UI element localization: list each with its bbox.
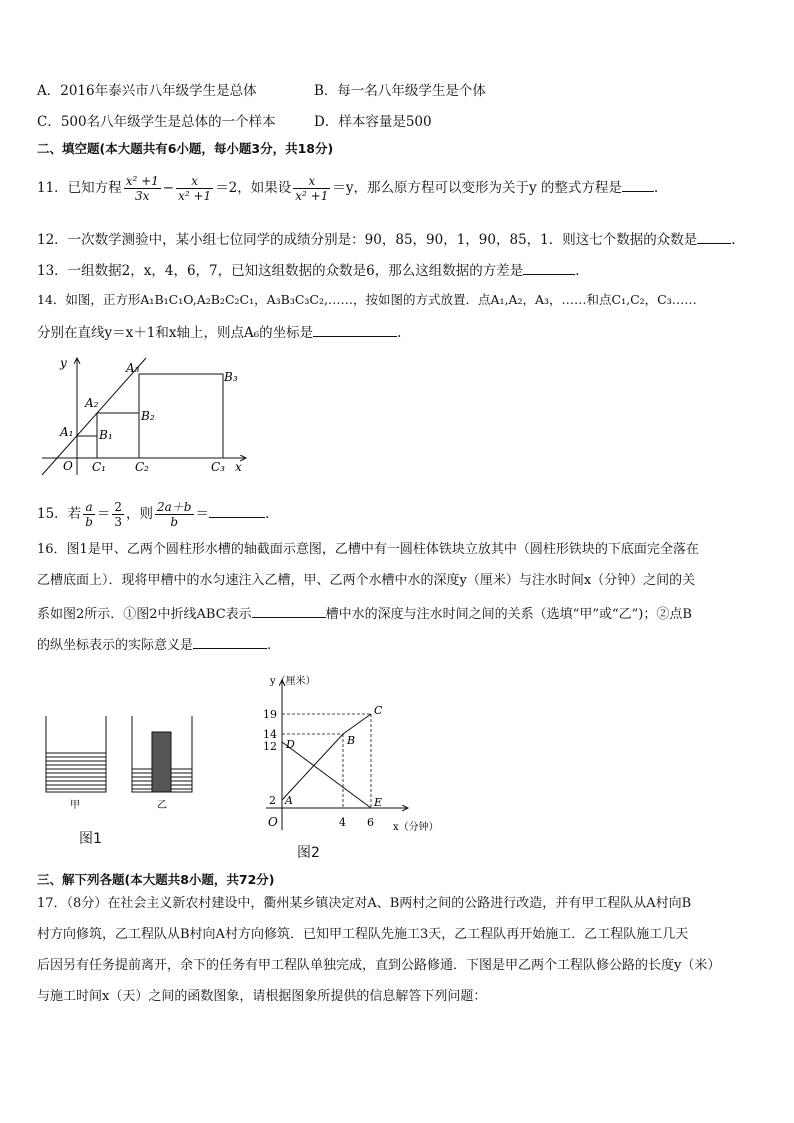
figure-1-tanks bbox=[40, 712, 210, 812]
fig2-line-abc bbox=[282, 714, 371, 800]
figure-1-caption: 图1 bbox=[79, 831, 102, 847]
q14-label-a3: A₃ bbox=[126, 361, 140, 375]
q14-label-a1: A₁ bbox=[60, 425, 74, 439]
fig2-x-axis-label: x（分钟） bbox=[393, 822, 439, 833]
section3-heading: 三、解下列各题(本大题共8小题，共72分) bbox=[37, 872, 275, 887]
q15-f1-numerator: a bbox=[83, 500, 95, 515]
fig2-point-c: C bbox=[374, 704, 383, 717]
q15-prefix: 15．若 bbox=[37, 506, 82, 522]
fig2-point-d: D bbox=[286, 738, 295, 751]
question-11 bbox=[37, 170, 658, 206]
section2-heading: 二、填空题(本大题共有6小题，每小题3分，共18分) bbox=[37, 141, 334, 156]
q11-f3-numerator: x bbox=[293, 174, 330, 189]
question-13 bbox=[37, 260, 580, 280]
q14-label-b2: B₂ bbox=[141, 409, 155, 423]
q11-fraction-1 bbox=[124, 174, 161, 203]
q11-end: . bbox=[653, 180, 659, 196]
q13-text: 13．一组数据2，x，4，6，7，已知这组数据的众数是6，那么这组数据的方差是 bbox=[37, 263, 524, 279]
question-17-line2: 村方向修筑，乙工程队从B村向A村方向修筑．已知甲工程队先施工3天，乙工程队再开始施工．乙工程队施工几天 bbox=[37, 927, 689, 942]
q14-label-y: y bbox=[60, 356, 67, 370]
q11-f2-numerator: x bbox=[176, 174, 213, 189]
tank-yi-label: 乙 bbox=[157, 800, 167, 811]
q15-fraction-2 bbox=[112, 500, 124, 529]
q11-f3-denominator: x² +1 bbox=[295, 189, 329, 203]
q15-f3-denominator: b bbox=[170, 515, 179, 529]
q14-square-1 bbox=[77, 436, 97, 458]
question-16-line3 bbox=[37, 603, 692, 624]
q15-answer-blank[interactable] bbox=[209, 503, 265, 518]
fig2-point-b: B bbox=[347, 734, 356, 747]
tank-yi bbox=[132, 716, 192, 792]
q12-end: . bbox=[731, 232, 736, 248]
q14-line-y-eq-x-plus-1 bbox=[42, 358, 146, 475]
q11-f1-numerator: x² +1 bbox=[125, 174, 159, 188]
question-16-line2: 乙槽底面上）．现将甲槽中的水匀速注入乙槽，甲、乙两个水槽中水的深度y（厘米）与注水时间x（分钟）之间的关 bbox=[37, 573, 696, 588]
q16-line3b: 槽中水的深度与注水时间之间的关系（选填“甲”或“乙”)；②点B bbox=[325, 607, 692, 622]
q14-figure bbox=[34, 350, 254, 480]
fig2-origin: O bbox=[268, 815, 278, 829]
question-16-line4 bbox=[37, 634, 271, 655]
option-a: A．2016年泰兴市八年级学生是总体 bbox=[37, 83, 257, 99]
q11-prefix: 11．已知方程 bbox=[37, 180, 122, 196]
fig2-guides bbox=[282, 714, 371, 808]
q14-label-c3: C₃ bbox=[211, 460, 225, 474]
q16-line4-text: 的纵坐标表示的实际意义是 bbox=[37, 638, 194, 653]
q11-mid: ＝2，如果设 bbox=[215, 180, 292, 196]
fig2-y-tick-14: 14 bbox=[263, 728, 277, 741]
question-17-line3: 后因另有任务提前离开，余下的任务有甲工程队单独完成，直到公路修通．下图是甲乙两个工程队修公路的长度y（米） bbox=[37, 958, 721, 973]
option-b: B．每一名八年级学生是个体 bbox=[314, 83, 486, 99]
question-17-line1: 17．（8分）在社会主义新农村建设中，衢州某乡镇决定对A、B两村之间的公路进行改造，并有甲工程队从A村向B bbox=[37, 896, 692, 911]
q14-label-c1: C₁ bbox=[92, 460, 106, 474]
question-14-line1: 14．如图，正方形A₁B₁C₁O,A₂B₂C₂C₁，A₃B₃C₃C₂,……，按如图的方式放置．点A₁,A₂，A₃，……和点C₁,C₂，C₃…… bbox=[37, 292, 697, 307]
q14-label-o: O bbox=[63, 459, 73, 473]
fig2-point-a: A bbox=[285, 794, 293, 807]
tank-jia-label: 甲 bbox=[70, 800, 80, 811]
fig2-y-tick-2: 2 bbox=[269, 794, 276, 807]
q14-label-b1: B₁ bbox=[99, 428, 113, 442]
q13-end: . bbox=[575, 263, 580, 279]
q15-fraction-1 bbox=[83, 500, 95, 529]
q11-f2-denominator: x² +1 bbox=[178, 189, 212, 203]
question-14-line2 bbox=[37, 322, 401, 342]
fig2-x-tick-4: 4 bbox=[339, 816, 346, 829]
q15-f1-denominator: b bbox=[85, 515, 93, 529]
q12-answer-blank[interactable] bbox=[697, 229, 731, 244]
question-16-line1: 16．图1是甲、乙两个圆柱形水槽的轴截面示意图，乙槽中有一圆柱体铁块立放其中（圆柱形铁块的下底面完全落在 bbox=[37, 542, 699, 557]
q12-text: 12．一次数学测验中，某小组七位同学的成绩分别是：90，85，90，1，90，85，1．则这七个数据的众数是 bbox=[37, 232, 698, 248]
q11-fraction-3 bbox=[293, 174, 330, 203]
option-d: D．样本容量是500 bbox=[314, 114, 432, 130]
option-c: C．500名八年级学生是总体的一个样本 bbox=[37, 114, 276, 130]
fig2-point-e: E bbox=[374, 796, 383, 809]
q16-answer-blank-1[interactable] bbox=[252, 603, 326, 618]
q16-line3a: 系如图2所示．①图2中折线ABC表示 bbox=[37, 607, 252, 622]
q14-line2-text: 分别在直线y＝x＋1和x轴上，则点A₆的坐标是 bbox=[37, 325, 314, 341]
fig2-x-tick-6: 6 bbox=[367, 816, 374, 829]
fig2-y-tick-12: 12 bbox=[263, 740, 277, 753]
q15-eq: ＝ bbox=[96, 506, 111, 522]
q14-label-b3: B₃ bbox=[224, 370, 238, 384]
q15-end: . bbox=[265, 506, 270, 522]
question-12 bbox=[37, 229, 736, 249]
q11-f1-denominator: 3x bbox=[135, 189, 150, 203]
figure-2-graph bbox=[258, 670, 458, 836]
q15-suffix: ＝ bbox=[195, 506, 209, 522]
q14-end: . bbox=[397, 325, 402, 341]
q15-mid: ，则 bbox=[126, 506, 154, 522]
q15-f2-denominator: 3 bbox=[114, 515, 123, 529]
fig2-y-axis-label: y（厘米） bbox=[270, 676, 316, 687]
q16-answer-blank-2[interactable] bbox=[193, 634, 267, 649]
figure-2-caption: 图2 bbox=[297, 845, 320, 861]
q11-answer-blank[interactable] bbox=[622, 177, 654, 192]
q11-suffix: ＝y，那么原方程可以变形为关于y 的整式方程是 bbox=[332, 180, 622, 196]
q15-f3-numerator: 2a＋b bbox=[157, 500, 192, 514]
q14-label-x: x bbox=[235, 460, 242, 474]
question-15 bbox=[37, 496, 269, 532]
q16-end: . bbox=[267, 638, 272, 653]
question-17-line4: 与施工时间x（天）之间的函数图象，请根据图象所提供的信息解答下列问题： bbox=[37, 989, 487, 1004]
fig2-y-tick-19: 19 bbox=[263, 708, 277, 721]
q15-f2-numerator: 2 bbox=[114, 500, 123, 514]
q11-fraction-2 bbox=[176, 174, 213, 203]
q14-label-c2: C₂ bbox=[135, 460, 149, 474]
q14-answer-blank[interactable] bbox=[313, 322, 397, 337]
q15-fraction-3 bbox=[155, 500, 193, 529]
tank-jia bbox=[46, 716, 106, 792]
iron-cylinder bbox=[152, 732, 171, 792]
q13-answer-blank[interactable] bbox=[523, 260, 575, 275]
q11-minus: − bbox=[162, 180, 175, 196]
q14-label-a2: A₂ bbox=[85, 396, 99, 410]
